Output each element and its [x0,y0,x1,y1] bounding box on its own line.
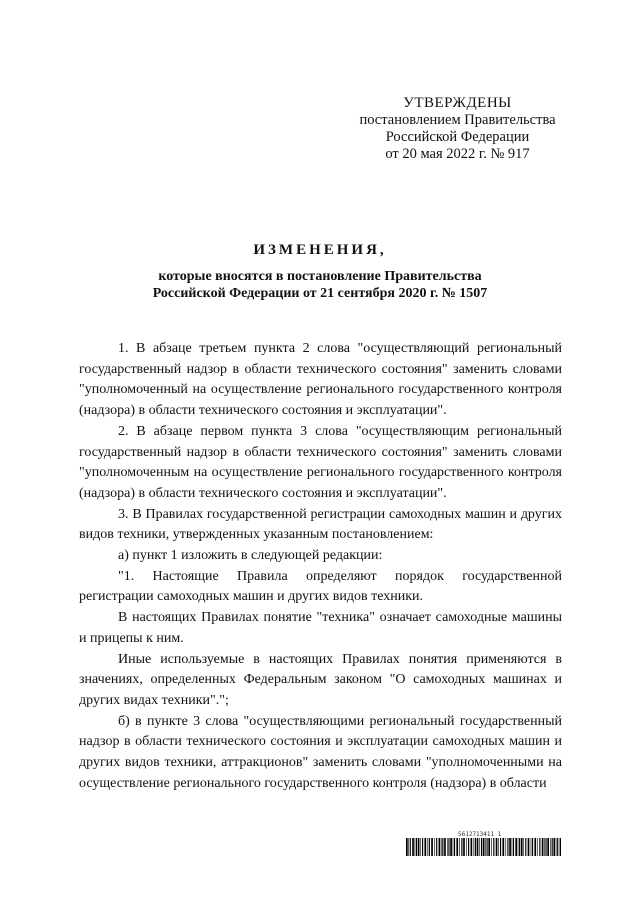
paragraph-3b: б) в пункте 3 слова "осуществляющими региональный государственный надзор в области технического состояния и эксплуатации самоходных машин и других видов техники, аттракционов" заменить словами "уполномоченными на осуществление регионального государственного контроля (надзора) в области [79,713,562,791]
document-subtitle [130,268,510,302]
approval-line-2: Российской Федерации [385,129,530,145]
document-title: ИЗМЕНЕНИЯ, [253,242,387,258]
approval-heading: УТВЕРЖДЕНЫ [403,95,512,111]
subtitle-line-1: которые вносятся в постановление Правительства [158,269,482,284]
paragraph-3a: а) пункт 1 изложить в следующей редакции: [118,548,383,564]
barcode-number: 5612713411 1 [458,831,502,838]
subtitle-line-2: Российской Федерации от 21 сентября 2020 г. № 1507 [152,286,488,301]
approval-block [350,95,565,163]
paragraph-quote-2: В настоящих Правилах понятие "техника" означает самоходные машины и прицепы к ним. [79,610,562,646]
paragraph-2: 2. В абзаце первом пункта 3 слова "осуществляющим региональный государственный надзор в области технического состояния" заменить словами "уполномоченным на осуществление регионального государственного контроля (надзора) в области технического состояния и эксплуатации". [79,423,562,501]
document-body [79,339,562,794]
paragraph-quote-3: Иные используемые в настоящих Правилах понятия применяются в значениях, определенных Федеральным законом "О самоходных машинах и других видах техники"."; [79,651,562,708]
paragraph-1: 1. В абзаце третьем пункта 2 слова "осуществляющий региональный государственный надзор в области технического состояния" заменить словами "уполномоченный на осуществление регионального государственного контроля (надзора) в области технического состояния и эксплуатации". [79,341,562,419]
barcode-image [406,838,561,856]
approval-line-3: от 20 мая 2022 г. № 917 [385,146,530,162]
paragraph-quote-1: "1. Настоящие Правила определяют порядок государственной регистрации самоходных машин и других видов техники. [79,568,562,605]
approval-line-1: постановлением Правительства [359,112,556,128]
paragraph-3: 3. В Правилах государственной регистрации самоходных машин и других видов техники, утвержденных указанным постановлением: [79,506,562,543]
